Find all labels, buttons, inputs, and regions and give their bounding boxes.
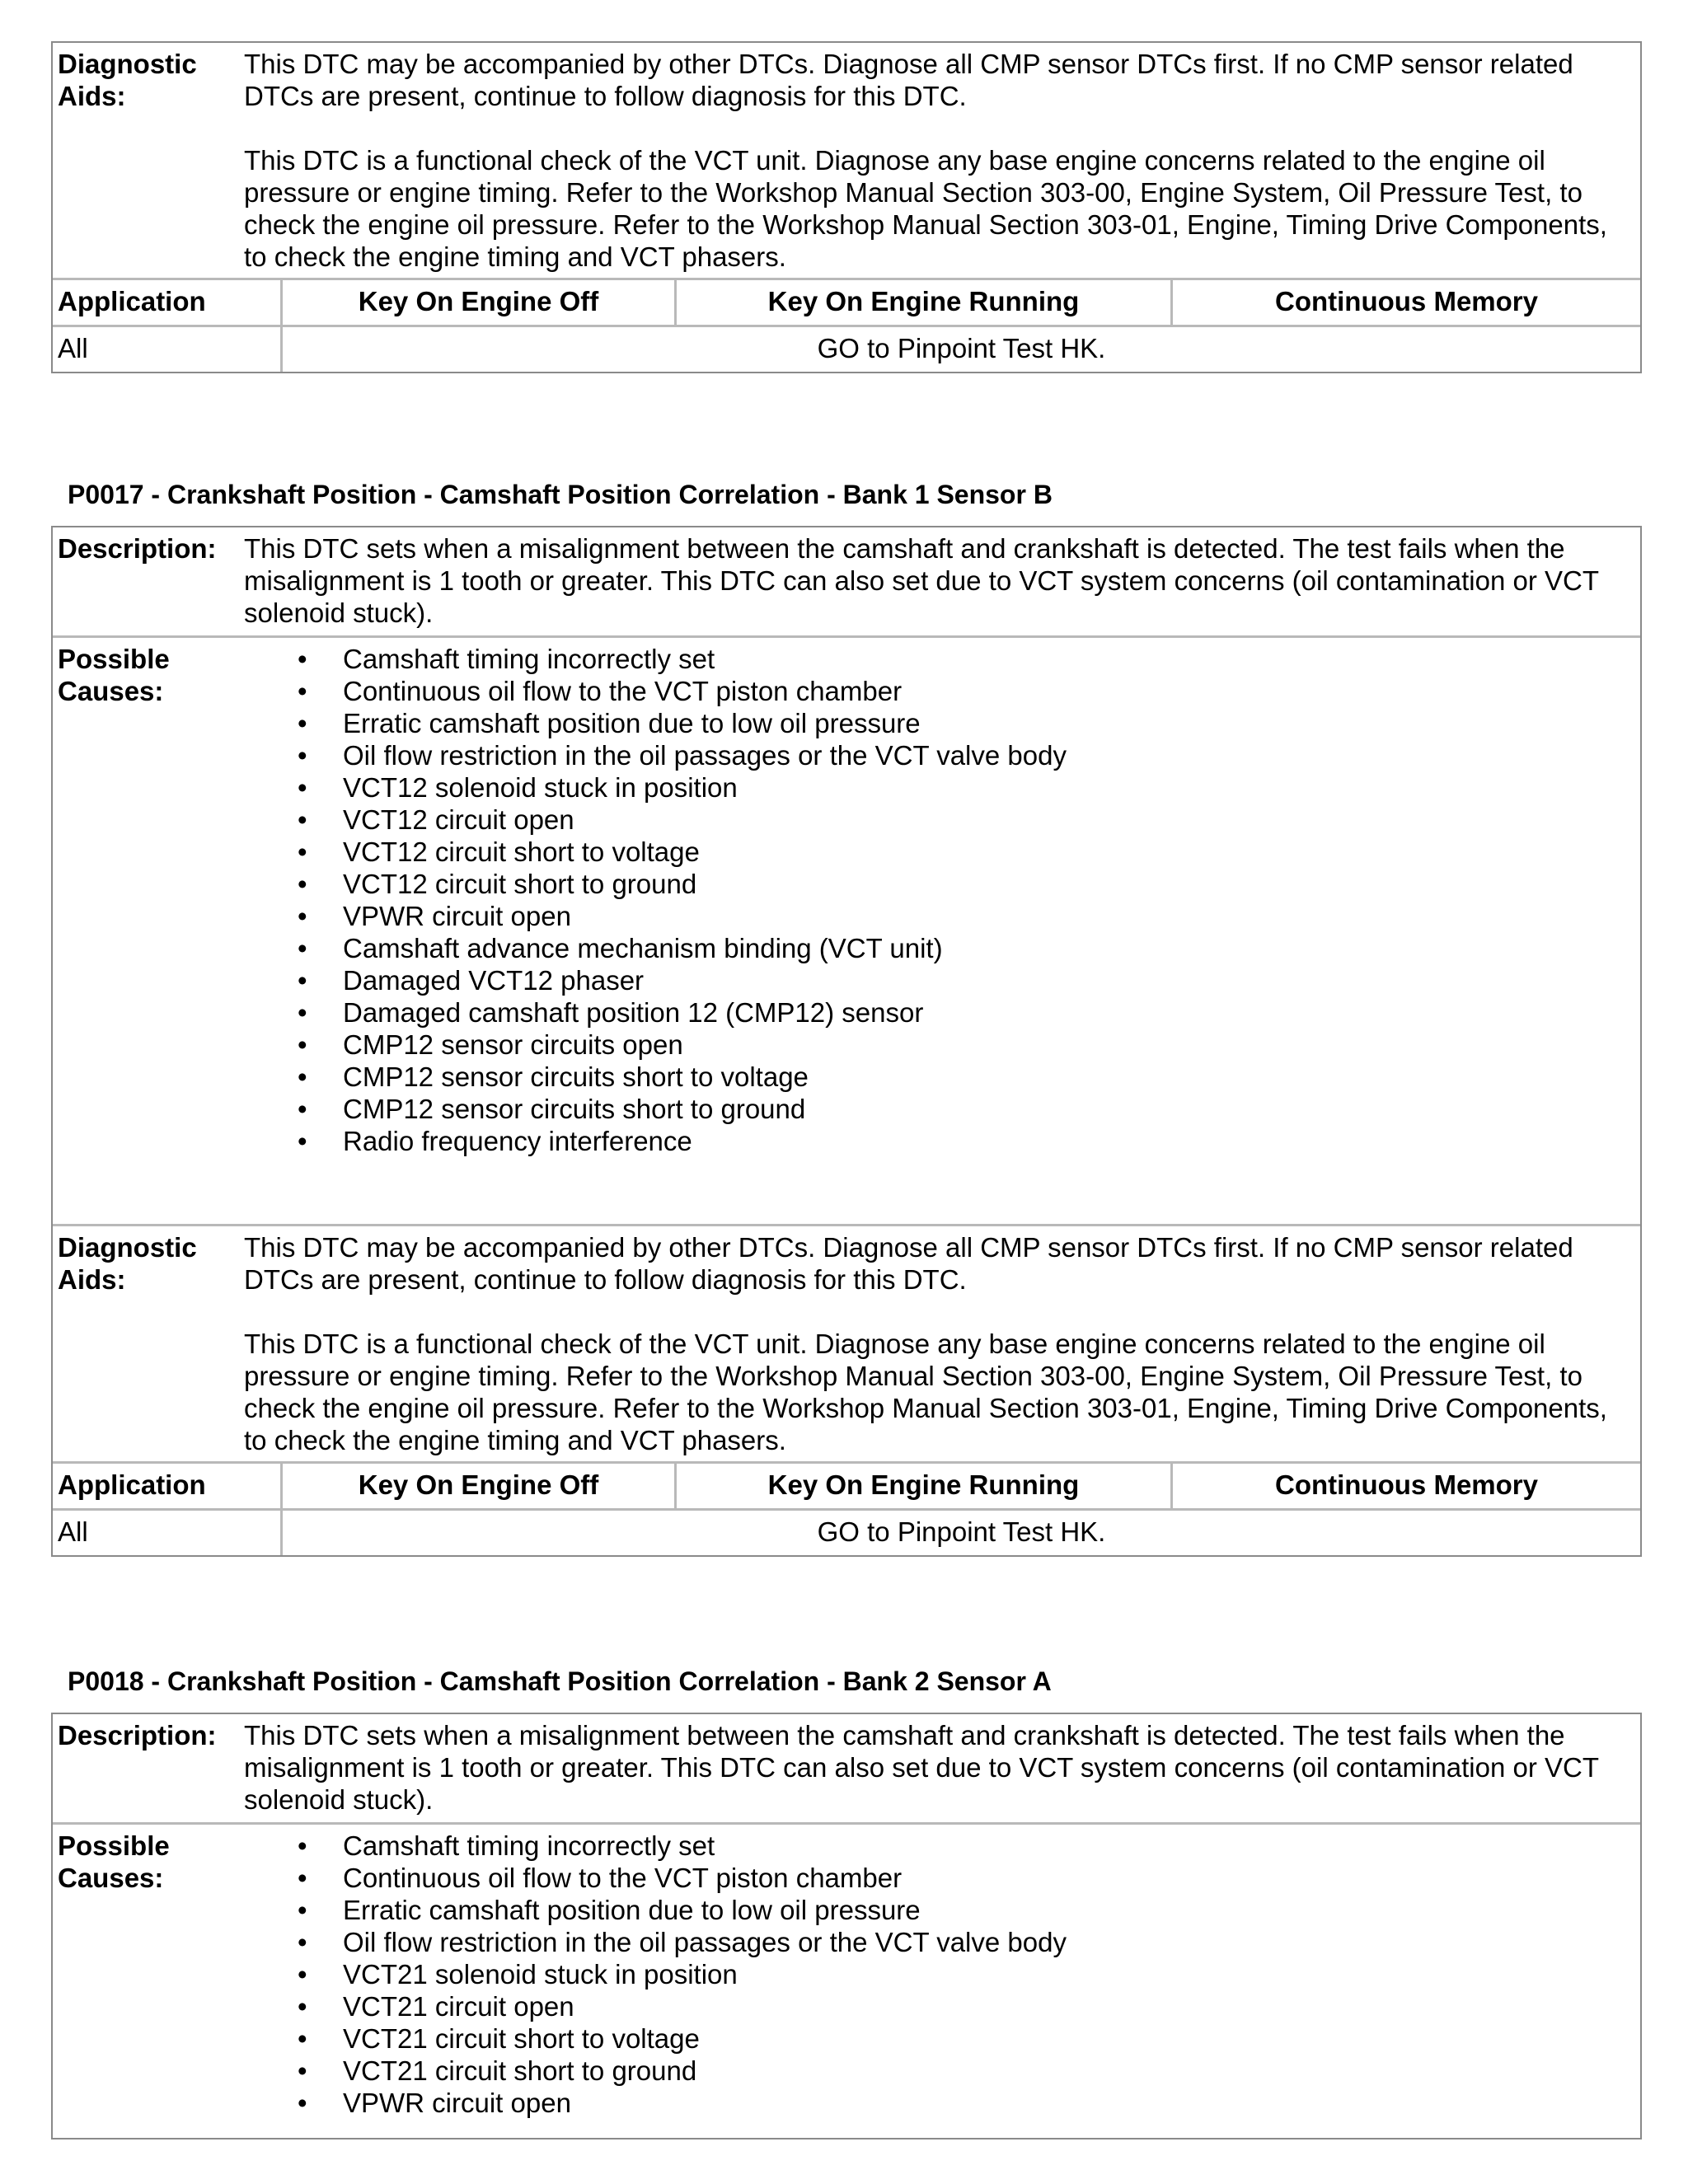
list-item: • Radio frequency interference bbox=[298, 1125, 1634, 1157]
list-item: • VCT12 circuit short to ground bbox=[298, 868, 1634, 900]
description-row bbox=[53, 1714, 1640, 1825]
dtc-table-p0018 bbox=[51, 1713, 1642, 2139]
diagnostic-aids-label: Diagnostic Aids: bbox=[58, 1232, 197, 1295]
koeo-header: Key On Engine Off bbox=[283, 1464, 677, 1508]
list-item: • Oil flow restriction in the oil passages or the VCT valve body bbox=[298, 1926, 1634, 1958]
diagnostic-aids-paragraph: This DTC is a functional check of the VCT unit. Diagnose any base engine concerns related to the engine oil pressure or engine timing. Refer to the Workshop Manual Section 303-00, Engine System, Oil Pressure Test, to check the engine oil pressure. Refer to the Workshop Manual Section 303-01, Engine, Timing Drive Components, to check the engine timing and VCT phasers. bbox=[244, 1329, 1607, 1455]
dtc-title: P0018 - Crankshaft Position - Camshaft Position Correlation - Bank 2 Sensor A bbox=[68, 1666, 1052, 1696]
list-item: • VCT12 solenoid stuck in position bbox=[298, 771, 1634, 804]
list-item: • Damaged VCT12 phaser bbox=[298, 964, 1634, 996]
continuous-memory-header: Continuous Memory bbox=[1275, 1469, 1538, 1500]
description-label: Description: bbox=[58, 1720, 217, 1750]
continuous-memory-header: Continuous Memory bbox=[1275, 286, 1538, 316]
diagnostic-aids-text bbox=[244, 1226, 1640, 1461]
dtc-title: P0017 - Crankshaft Position - Camshaft Position Correlation - Bank 1 Sensor B bbox=[68, 480, 1053, 509]
koer-header: Key On Engine Running bbox=[677, 1464, 1173, 1508]
list-item: • Continuous oil flow to the VCT piston chamber bbox=[298, 675, 1634, 707]
list-item: • VCT12 circuit short to voltage bbox=[298, 836, 1634, 868]
diagnostic-aids-row bbox=[53, 43, 1640, 280]
application-value: All bbox=[53, 1511, 283, 1555]
application-header-row bbox=[53, 280, 1640, 327]
possible-causes-row bbox=[53, 1825, 1640, 2138]
list-item: • Continuous oil flow to the VCT piston chamber bbox=[298, 1862, 1634, 1894]
dtc-table-continued bbox=[51, 41, 1642, 373]
list-item: • Erratic camshaft position due to low oil pressure bbox=[298, 1894, 1634, 1926]
list-item: • CMP12 sensor circuits short to voltage bbox=[298, 1061, 1634, 1093]
diagnostic-aids-label: Diagnostic Aids: bbox=[58, 49, 197, 111]
diagnostic-aids-text bbox=[244, 43, 1640, 278]
description-row bbox=[53, 527, 1640, 638]
list-item: • Camshaft advance mechanism binding (VCT unit) bbox=[298, 932, 1634, 964]
possible-causes-list bbox=[53, 643, 1634, 1157]
koer-header: Key On Engine Running bbox=[677, 280, 1173, 325]
application-value: All bbox=[53, 327, 283, 372]
diagnostic-aids-row bbox=[53, 1226, 1640, 1464]
list-item: • VPWR circuit open bbox=[298, 2087, 1634, 2119]
description-text: This DTC sets when a misalignment between the camshaft and crankshaft is detected. The test fails when the misalignment is 1 tooth or greater. This DTC can also set due to VCT system concerns (oil contamination or VCT solenoid stuck). bbox=[244, 1720, 1599, 1815]
diagnostic-aids-paragraph: This DTC may be accompanied by other DTCs. Diagnose all CMP sensor DTCs first. If no CMP sensor related DTCs are present, continue to follow diagnosis for this DTC. bbox=[244, 49, 1573, 111]
application-header: Application bbox=[53, 1464, 283, 1508]
possible-causes-content bbox=[53, 638, 1640, 1224]
list-item: • VCT21 circuit open bbox=[298, 1990, 1634, 2022]
list-item: • VCT21 solenoid stuck in position bbox=[298, 1958, 1634, 1990]
possible-causes-content bbox=[53, 1825, 1640, 2138]
diagnostic-aids-paragraph: This DTC is a functional check of the VCT unit. Diagnose any base engine concerns related to the engine oil pressure or engine timing. Refer to the Workshop Manual Section 303-00, Engine System, Oil Pressure Test, to check the engine oil pressure. Refer to the Workshop Manual Section 303-01, Engine, Timing Drive Components, to check the engine timing and VCT phasers. bbox=[244, 145, 1607, 272]
list-item: • CMP12 sensor circuits short to ground bbox=[298, 1093, 1634, 1125]
dtc-table-p0017 bbox=[51, 526, 1642, 1557]
list-item: • Oil flow restriction in the oil passages or the VCT valve body bbox=[298, 739, 1634, 771]
list-item: • Erratic camshaft position due to low oil pressure bbox=[298, 707, 1634, 739]
application-value-row bbox=[53, 327, 1640, 372]
application-value-row bbox=[53, 1511, 1640, 1555]
list-item: • Camshaft timing incorrectly set bbox=[298, 643, 1634, 675]
koeo-header: Key On Engine Off bbox=[283, 280, 677, 325]
possible-causes-list bbox=[53, 1830, 1634, 2119]
application-header: Application bbox=[53, 280, 283, 325]
list-item: • VCT21 circuit short to voltage bbox=[298, 2022, 1634, 2055]
pinpoint-test-action: GO to Pinpoint Test HK. bbox=[817, 1516, 1106, 1547]
possible-causes-row bbox=[53, 638, 1640, 1226]
diagnostic-aids-paragraph: This DTC may be accompanied by other DTCs. Diagnose all CMP sensor DTCs first. If no CMP sensor related DTCs are present, continue to follow diagnosis for this DTC. bbox=[244, 1232, 1573, 1295]
pinpoint-test-action: GO to Pinpoint Test HK. bbox=[817, 333, 1106, 363]
list-item: • Damaged camshaft position 12 (CMP12) sensor bbox=[298, 996, 1634, 1029]
list-item: • VCT21 circuit short to ground bbox=[298, 2055, 1634, 2087]
application-header-row bbox=[53, 1464, 1640, 1511]
possible-causes-label: Possible Causes: bbox=[58, 644, 170, 706]
description-label: Description: bbox=[58, 533, 217, 564]
list-item: • VCT12 circuit open bbox=[298, 804, 1634, 836]
list-item: • VPWR circuit open bbox=[298, 900, 1634, 932]
possible-causes-label: Possible Causes: bbox=[58, 1830, 170, 1893]
list-item: • CMP12 sensor circuits open bbox=[298, 1029, 1634, 1061]
list-item: • Camshaft timing incorrectly set bbox=[298, 1830, 1634, 1862]
description-text: This DTC sets when a misalignment between the camshaft and crankshaft is detected. The test fails when the misalignment is 1 tooth or greater. This DTC can also set due to VCT system concerns (oil contamination or VCT solenoid stuck). bbox=[244, 533, 1599, 628]
